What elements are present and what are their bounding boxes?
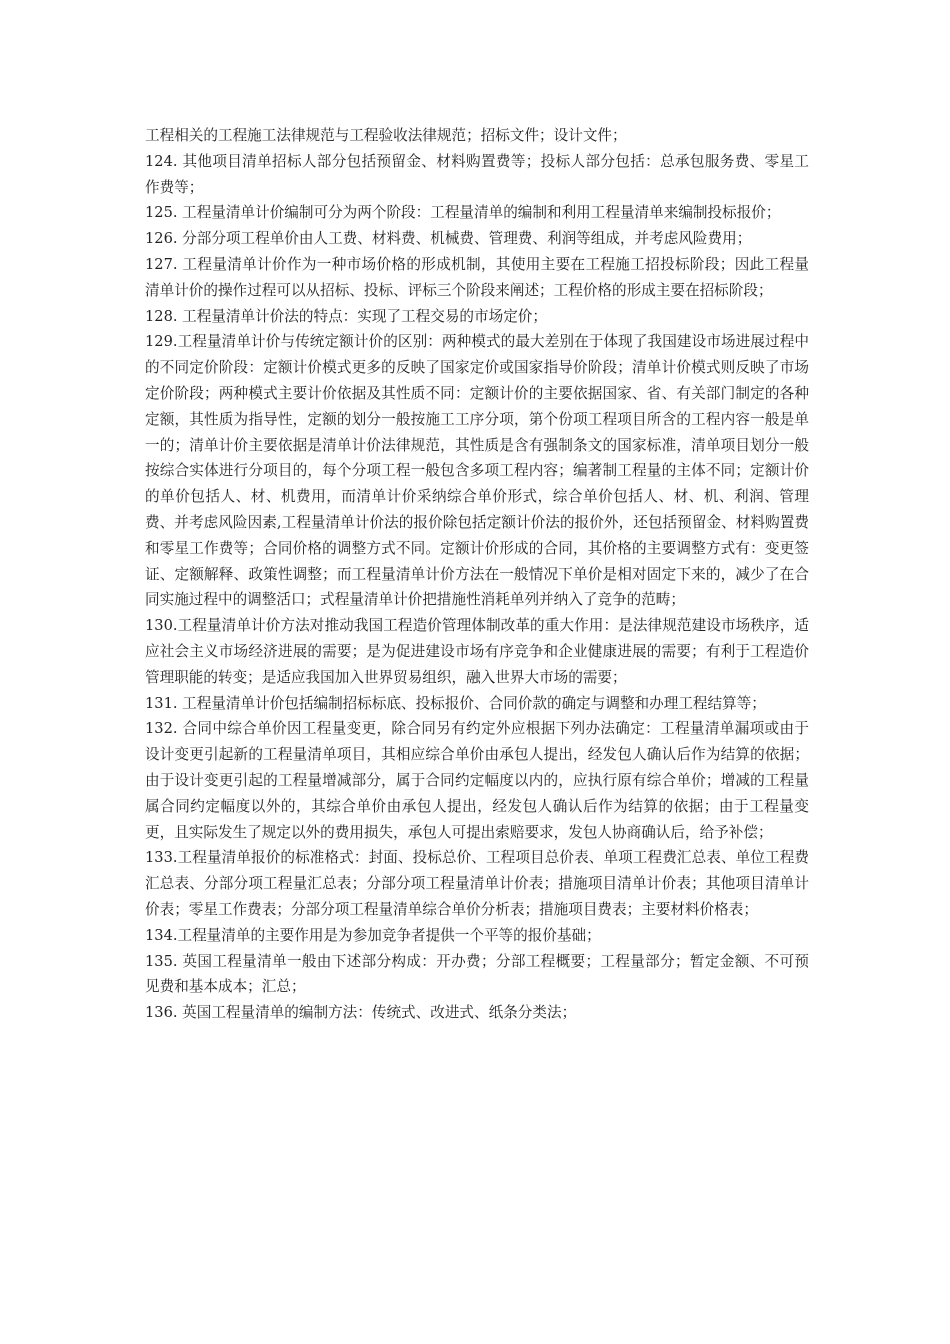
paragraph-124: 124. 其他项目清单招标人部分包括预留金、材料购置费等；投标人部分包括：总承包服务费、零星工作费等；: [145, 152, 809, 196]
paragraph-136: 136. 英国工程量清单的编制方法：传统式、改进式、纸条分类法；: [145, 1004, 577, 1022]
paragraph-133: 133.工程量清单报价的标准格式：封面、投标总价、工程项目总价表、单项工程费汇总表、单位工程费汇总表、分部分项工程量汇总表；分部分项工程量清单计价表；措施项目清单计价表；其他项目清单计价表；零星工作费表；分部分项工程量清单综合单价分析表；措施项目费表；主要材料价格表；: [145, 849, 809, 918]
paragraph-129: 129.工程量清单计价与传统定额计价的区别：两种模式的最大差别在于体现了我国建设市场进展过程中的不同定价阶段：定额计价模式更多的反映了国家定价或国家指导价阶段；清单计价模式则反映了市场定价阶段；两种模式主要计价依据及其性质不同：定额计价的主要依据国家、省、有关部门制定的各种定额，其性质为指导性，定额的划分一般按施工工序分项，第个份项工程项目所含的工程内容一般是单一的；清单计价主要依据是清单计价法律规范，其性质是含有强制条文的国家标准，清单项目划分一般按综合实体进行分项目的，每个分项工程一般包含多项工程内容；编著制工程量的主体不同；定额计价的单价包括人、材、机费用，而清单计价采纳综合单价形式，综合单价包括人、材、机、利润、管理费、并考虑风险因素,工程量清单计价法的报价除包括定额计价法的报价外，还包括预留金、材料购置费和零星工作费等；合同价格的调整方式不同。定额计价形成的合同，其价格的主要调整方式有：变更签证、定额解释、政策性调整；而工程量清单计价方法在一般情况下单价是相对固定下来的，减少了在合同实施过程中的调整活口；式程量清单计价把措施性消耗单列并纳入了竞争的范畴；: [145, 333, 809, 609]
paragraph-125: 125. 工程量清单计价编制可分为两个阶段：工程量清单的编制和利用工程量清单来编制投标报价；: [145, 204, 781, 222]
paragraph-continuation: 工程相关的工程施工法律规范与工程验收法律规范；招标文件；设计文件；: [145, 127, 627, 144]
paragraph-127: 127. 工程量清单计价作为一种市场价格的形成机制，其使用主要在工程施工招投标阶段；因此工程量清单计价的操作过程可以从招标、投标、评标三个阶段来阐述；工程价格的形成主要在招标阶段；: [145, 255, 809, 299]
paragraph-130: 130.工程量清单计价方法对推动我国工程造价管理体制改革的重大作用：是法律规范建设市场秩序，适应社会主义市场经济进展的需要；是为促进建设市场有序竞争和企业健康进展的需要；有利于工程造价管理职能的转变；是适应我国加入世界贸易组织，融入世界大市场的需要；: [145, 617, 809, 686]
document-body: [145, 123, 809, 1026]
paragraph-126: 126. 分部分项工程单价由人工费、材料费、机械费、管理费、利润等组成，并考虑风险费用；: [145, 230, 752, 248]
paragraph-132: 132. 合同中综合单价因工程量变更，除合同另有约定外应根据下列办法确定：工程量清单漏项或由于设计变更引起新的工程量清单项目，其相应综合单价由承包人提出，经发包人确认后作为结算的依据；由于设计变更引起的工程量增减部分，属于合同约定幅度以内的，应执行原有综合单价；增减的工程量属合同约定幅度以外的，其综合单价由承包人提出，经发包人确认后作为结算的依据；由于工程量变更，且实际发生了规定以外的费用损失，承包人可提出索赔要求，发包人协商确认后，给予补偿；: [145, 720, 809, 841]
paragraph-134: 134.工程量清单的主要作用是为参加竞争者提供一个平等的报价基础；: [145, 926, 601, 944]
paragraph-135: 135. 英国工程量清单一般由下述部分构成：开办费；分部工程概要；工程量部分；暂定金额、不可预见费和基本成本；汇总；: [145, 952, 809, 996]
paragraph-131: 131. 工程量清单计价包括编制招标标底、投标报价、合同价款的确定与调整和办理工程结算等；: [145, 694, 766, 712]
paragraph-128: 128. 工程量清单计价法的特点：实现了工程交易的市场定价；: [145, 307, 547, 325]
